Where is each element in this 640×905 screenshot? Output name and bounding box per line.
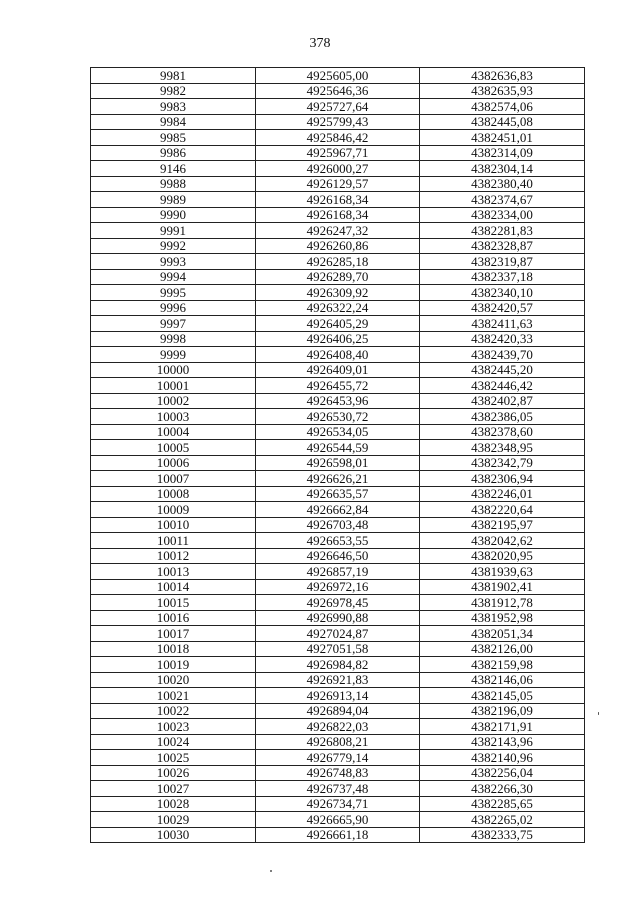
table-row [91, 207, 585, 223]
point-number-cell: 9986 [91, 145, 256, 161]
y-coordinate-cell: 4382020,95 [420, 548, 585, 564]
y-coordinate-cell: 4382146,06 [420, 672, 585, 688]
table-row [91, 424, 585, 440]
x-coordinate-cell: 4926734,71 [256, 796, 420, 812]
y-coordinate-cell: 4381912,78 [420, 595, 585, 611]
point-number-cell: 10007 [91, 471, 256, 487]
y-coordinate-cell: 4382420,57 [420, 300, 585, 316]
y-coordinate-cell: 4382265,02 [420, 812, 585, 828]
point-number-cell: 10024 [91, 734, 256, 750]
point-number-cell: 10004 [91, 424, 256, 440]
x-coordinate-cell: 4926405,29 [256, 316, 420, 332]
point-number-cell: 9995 [91, 285, 256, 301]
y-coordinate-cell: 4382574,06 [420, 99, 585, 115]
point-number-cell: 10023 [91, 719, 256, 735]
point-number-cell: 9983 [91, 99, 256, 115]
table-row [91, 672, 585, 688]
table-row [91, 579, 585, 595]
y-coordinate-cell: 4382304,14 [420, 161, 585, 177]
y-coordinate-cell: 4382636,83 [420, 68, 585, 84]
x-coordinate-cell: 4926406,25 [256, 331, 420, 347]
y-coordinate-cell: 4382126,00 [420, 641, 585, 657]
x-coordinate-cell: 4926453,96 [256, 393, 420, 409]
scan-speck [270, 870, 272, 872]
point-number-cell: 9984 [91, 114, 256, 130]
x-coordinate-cell: 4926646,50 [256, 548, 420, 564]
y-coordinate-cell: 4382140,96 [420, 750, 585, 766]
y-coordinate-cell: 4382334,00 [420, 207, 585, 223]
table-row [91, 688, 585, 704]
x-coordinate-cell: 4925727,64 [256, 99, 420, 115]
table-row [91, 781, 585, 797]
y-coordinate-cell: 4382220,64 [420, 502, 585, 518]
x-coordinate-cell: 4926626,21 [256, 471, 420, 487]
point-number-cell: 10015 [91, 595, 256, 611]
table-row [91, 409, 585, 425]
x-coordinate-cell: 4926544,59 [256, 440, 420, 456]
table-row [91, 440, 585, 456]
point-number-cell: 10013 [91, 564, 256, 580]
x-coordinate-cell: 4926168,34 [256, 207, 420, 223]
x-coordinate-cell: 4926322,24 [256, 300, 420, 316]
x-coordinate-cell: 4926662,84 [256, 502, 420, 518]
coordinates-table [90, 67, 585, 843]
table-row [91, 223, 585, 239]
x-coordinate-cell: 4925799,43 [256, 114, 420, 130]
y-coordinate-cell: 4382143,96 [420, 734, 585, 750]
point-number-cell: 9996 [91, 300, 256, 316]
x-coordinate-cell: 4925846,42 [256, 130, 420, 146]
point-number-cell: 9989 [91, 192, 256, 208]
y-coordinate-cell: 4382374,67 [420, 192, 585, 208]
y-coordinate-cell: 4382285,65 [420, 796, 585, 812]
x-coordinate-cell: 4926409,01 [256, 362, 420, 378]
y-coordinate-cell: 4382380,40 [420, 176, 585, 192]
y-coordinate-cell: 4382337,18 [420, 269, 585, 285]
y-coordinate-cell: 4382420,33 [420, 331, 585, 347]
point-number-cell: 10022 [91, 703, 256, 719]
y-coordinate-cell: 4382306,94 [420, 471, 585, 487]
table-row [91, 502, 585, 518]
table-row [91, 657, 585, 673]
point-number-cell: 10011 [91, 533, 256, 549]
y-coordinate-cell: 4382319,87 [420, 254, 585, 270]
point-number-cell: 9997 [91, 316, 256, 332]
x-coordinate-cell: 4926598,01 [256, 455, 420, 471]
y-coordinate-cell: 4382411,63 [420, 316, 585, 332]
y-coordinate-cell: 4382402,87 [420, 393, 585, 409]
x-coordinate-cell: 4925605,00 [256, 68, 420, 84]
x-coordinate-cell: 4926661,18 [256, 827, 420, 843]
y-coordinate-cell: 4381939,63 [420, 564, 585, 580]
x-coordinate-cell: 4926737,48 [256, 781, 420, 797]
x-coordinate-cell: 4925646,36 [256, 83, 420, 99]
x-coordinate-cell: 4926530,72 [256, 409, 420, 425]
x-coordinate-cell: 4926857,19 [256, 564, 420, 580]
point-number-cell: 10028 [91, 796, 256, 812]
y-coordinate-cell: 4382196,09 [420, 703, 585, 719]
table-row [91, 99, 585, 115]
y-coordinate-cell: 4382446,42 [420, 378, 585, 394]
table-row [91, 812, 585, 828]
table-row [91, 703, 585, 719]
y-coordinate-cell: 4382246,01 [420, 486, 585, 502]
y-coordinate-cell: 4382195,97 [420, 517, 585, 533]
point-number-cell: 10014 [91, 579, 256, 595]
point-number-cell: 10018 [91, 641, 256, 657]
table-row [91, 796, 585, 812]
y-coordinate-cell: 4382439,70 [420, 347, 585, 363]
x-coordinate-cell: 4926822,03 [256, 719, 420, 735]
table-row [91, 517, 585, 533]
y-coordinate-cell: 4382145,05 [420, 688, 585, 704]
point-number-cell: 10010 [91, 517, 256, 533]
point-number-cell: 9993 [91, 254, 256, 270]
table-row [91, 192, 585, 208]
point-number-cell: 10016 [91, 610, 256, 626]
x-coordinate-cell: 4926168,34 [256, 192, 420, 208]
x-coordinate-cell: 4926984,82 [256, 657, 420, 673]
table-row [91, 130, 585, 146]
table-row [91, 486, 585, 502]
point-number-cell: 10006 [91, 455, 256, 471]
point-number-cell: 10001 [91, 378, 256, 394]
point-number-cell: 10030 [91, 827, 256, 843]
point-number-cell: 10026 [91, 765, 256, 781]
y-coordinate-cell: 4382342,79 [420, 455, 585, 471]
table-row [91, 254, 585, 270]
point-number-cell: 9985 [91, 130, 256, 146]
table-row [91, 719, 585, 735]
point-number-cell: 9991 [91, 223, 256, 239]
table-row [91, 393, 585, 409]
table-row [91, 595, 585, 611]
y-coordinate-cell: 4382445,08 [420, 114, 585, 130]
y-coordinate-cell: 4382171,91 [420, 719, 585, 735]
x-coordinate-cell: 4927024,87 [256, 626, 420, 642]
point-number-cell: 9994 [91, 269, 256, 285]
x-coordinate-cell: 4926703,48 [256, 517, 420, 533]
y-coordinate-cell: 4381952,98 [420, 610, 585, 626]
table-row [91, 626, 585, 642]
point-number-cell: 9999 [91, 347, 256, 363]
table-row [91, 455, 585, 471]
table-row [91, 641, 585, 657]
y-coordinate-cell: 4381902,41 [420, 579, 585, 595]
point-number-cell: 10003 [91, 409, 256, 425]
x-coordinate-cell: 4926534,05 [256, 424, 420, 440]
point-number-cell: 10009 [91, 502, 256, 518]
point-number-cell: 10002 [91, 393, 256, 409]
y-coordinate-cell: 4382256,04 [420, 765, 585, 781]
table-row [91, 827, 585, 843]
y-coordinate-cell: 4382159,98 [420, 657, 585, 673]
y-coordinate-cell: 4382281,83 [420, 223, 585, 239]
y-coordinate-cell: 4382314,09 [420, 145, 585, 161]
point-number-cell: 10020 [91, 672, 256, 688]
x-coordinate-cell: 4926748,83 [256, 765, 420, 781]
table-row [91, 68, 585, 84]
y-coordinate-cell: 4382445,20 [420, 362, 585, 378]
y-coordinate-cell: 4382266,30 [420, 781, 585, 797]
table-row [91, 378, 585, 394]
y-coordinate-cell: 4382635,93 [420, 83, 585, 99]
point-number-cell: 10021 [91, 688, 256, 704]
point-number-cell: 10005 [91, 440, 256, 456]
x-coordinate-cell: 4926000,27 [256, 161, 420, 177]
point-number-cell: 9146 [91, 161, 256, 177]
x-coordinate-cell: 4926129,57 [256, 176, 420, 192]
page-number: 378 [309, 36, 331, 51]
table-row [91, 610, 585, 626]
point-number-cell: 9990 [91, 207, 256, 223]
table-row [91, 765, 585, 781]
x-coordinate-cell: 4927051,58 [256, 641, 420, 657]
y-coordinate-cell: 4382333,75 [420, 827, 585, 843]
coordinates-table-body [91, 68, 585, 843]
table-row [91, 564, 585, 580]
table-row [91, 83, 585, 99]
table-row [91, 269, 585, 285]
x-coordinate-cell: 4926285,18 [256, 254, 420, 270]
x-coordinate-cell: 4926808,21 [256, 734, 420, 750]
x-coordinate-cell: 4926455,72 [256, 378, 420, 394]
x-coordinate-cell: 4926260,86 [256, 238, 420, 254]
x-coordinate-cell: 4926289,70 [256, 269, 420, 285]
table-row [91, 734, 585, 750]
table-row [91, 331, 585, 347]
y-coordinate-cell: 4382386,05 [420, 409, 585, 425]
point-number-cell: 9981 [91, 68, 256, 84]
table-row [91, 548, 585, 564]
scan-speck [598, 712, 599, 715]
x-coordinate-cell: 4926247,32 [256, 223, 420, 239]
y-coordinate-cell: 4382378,60 [420, 424, 585, 440]
x-coordinate-cell: 4926635,57 [256, 486, 420, 502]
table-row [91, 300, 585, 316]
table-row [91, 750, 585, 766]
y-coordinate-cell: 4382051,34 [420, 626, 585, 642]
x-coordinate-cell: 4926913,14 [256, 688, 420, 704]
table-row [91, 161, 585, 177]
y-coordinate-cell: 4382348,95 [420, 440, 585, 456]
x-coordinate-cell: 4926921,83 [256, 672, 420, 688]
x-coordinate-cell: 4926978,45 [256, 595, 420, 611]
table-row [91, 347, 585, 363]
point-number-cell: 9988 [91, 176, 256, 192]
x-coordinate-cell: 4926894,04 [256, 703, 420, 719]
x-coordinate-cell: 4926653,55 [256, 533, 420, 549]
table-row [91, 238, 585, 254]
y-coordinate-cell: 4382328,87 [420, 238, 585, 254]
x-coordinate-cell: 4926665,90 [256, 812, 420, 828]
point-number-cell: 9982 [91, 83, 256, 99]
y-coordinate-cell: 4382451,01 [420, 130, 585, 146]
point-number-cell: 10008 [91, 486, 256, 502]
point-number-cell: 9992 [91, 238, 256, 254]
point-number-cell: 9998 [91, 331, 256, 347]
point-number-cell: 10012 [91, 548, 256, 564]
point-number-cell: 10017 [91, 626, 256, 642]
y-coordinate-cell: 4382340,10 [420, 285, 585, 301]
table-row [91, 285, 585, 301]
table-row [91, 176, 585, 192]
table-row [91, 316, 585, 332]
table-row [91, 114, 585, 130]
table-row [91, 362, 585, 378]
x-coordinate-cell: 4926779,14 [256, 750, 420, 766]
point-number-cell: 10029 [91, 812, 256, 828]
table-row [91, 145, 585, 161]
table-row [91, 471, 585, 487]
table-row [91, 533, 585, 549]
y-coordinate-cell: 4382042,62 [420, 533, 585, 549]
point-number-cell: 10027 [91, 781, 256, 797]
x-coordinate-cell: 4926309,92 [256, 285, 420, 301]
x-coordinate-cell: 4926990,88 [256, 610, 420, 626]
x-coordinate-cell: 4925967,71 [256, 145, 420, 161]
point-number-cell: 10000 [91, 362, 256, 378]
point-number-cell: 10019 [91, 657, 256, 673]
x-coordinate-cell: 4926972,16 [256, 579, 420, 595]
x-coordinate-cell: 4926408,40 [256, 347, 420, 363]
point-number-cell: 10025 [91, 750, 256, 766]
